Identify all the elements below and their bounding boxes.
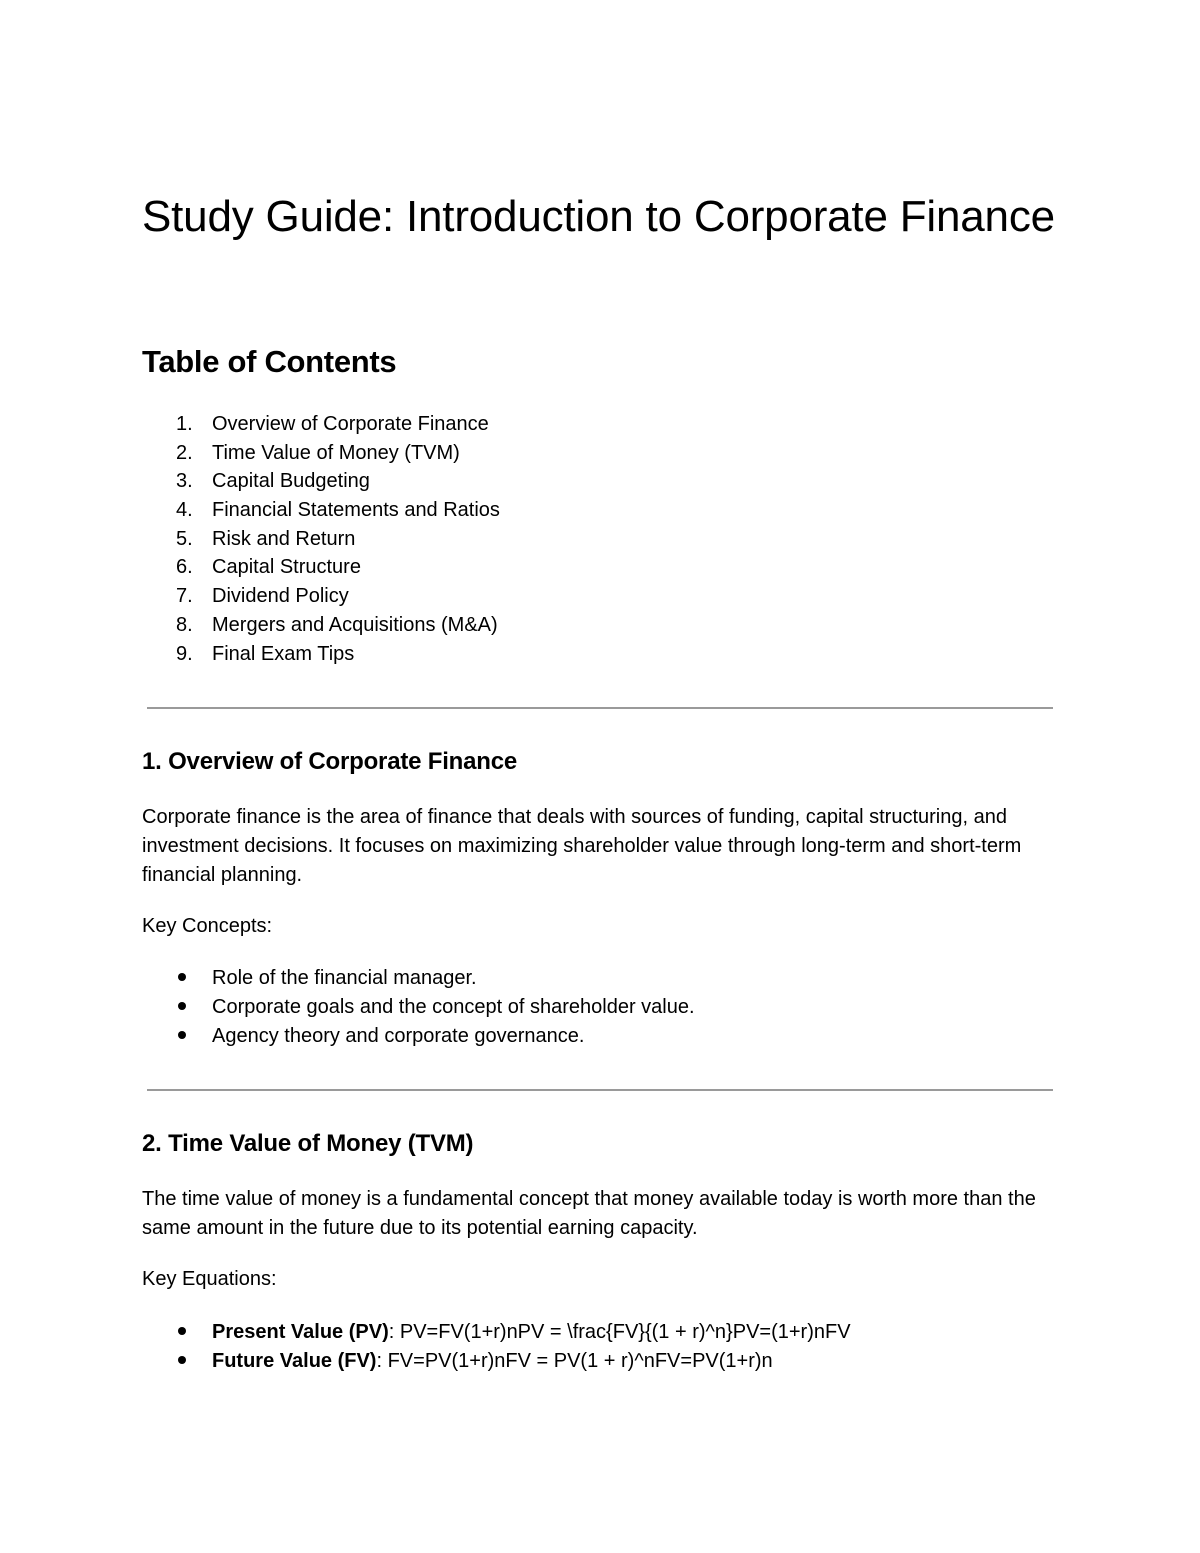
toc-item-number: 2. bbox=[176, 441, 193, 464]
equation-term: Future Value (FV) bbox=[212, 1350, 377, 1372]
bullet-icon bbox=[178, 1327, 186, 1335]
toc-item bbox=[142, 439, 500, 468]
list-item-text: Corporate goals and the concept of shareholder value. bbox=[212, 996, 695, 1018]
toc-item-number: 7. bbox=[176, 585, 193, 608]
toc-item-label: Dividend Policy bbox=[212, 585, 349, 608]
toc-item-label: Time Value of Money (TVM) bbox=[212, 441, 460, 464]
toc-item bbox=[142, 525, 500, 554]
list-item-text: Agency theory and corporate governance. bbox=[212, 1025, 585, 1047]
toc-item-label: Financial Statements and Ratios bbox=[212, 499, 500, 522]
list-item-text: Role of the financial manager. bbox=[212, 967, 477, 989]
toc-item bbox=[142, 496, 500, 525]
toc-item-label: Final Exam Tips bbox=[212, 642, 355, 665]
horizontal-rule bbox=[147, 1089, 1053, 1091]
toc-item-label: Capital Structure bbox=[212, 556, 361, 579]
toc-item-number: 4. bbox=[176, 499, 193, 522]
bullet-icon bbox=[178, 973, 186, 981]
toc-item bbox=[142, 467, 500, 496]
key-equations-list bbox=[142, 1318, 851, 1376]
bullet-icon bbox=[178, 1002, 186, 1010]
list-item bbox=[142, 1318, 851, 1347]
toc-item-label: Risk and Return bbox=[212, 527, 356, 550]
section-1-heading: 1. Overview of Corporate Finance bbox=[142, 748, 518, 775]
toc-item bbox=[142, 611, 500, 640]
equation-formula: : PV=FV(1+r)nPV = \frac{FV}{(1 + r)^n}PV=(1+r)nFV bbox=[388, 1321, 851, 1343]
bullet-icon bbox=[178, 1031, 186, 1039]
equation-formula: : FV=PV(1+r)nFV = PV(1 + r)^nFV=PV(1+r)n bbox=[376, 1350, 773, 1372]
key-equations-label: Key Equations: bbox=[142, 1268, 277, 1290]
toc-item-number: 1. bbox=[176, 413, 193, 435]
list-item bbox=[142, 1022, 695, 1051]
key-concepts-list bbox=[142, 964, 695, 1051]
toc-item-label: Overview of Corporate Finance bbox=[212, 413, 489, 435]
horizontal-rule bbox=[147, 707, 1053, 709]
section-2-heading: 2. Time Value of Money (TVM) bbox=[142, 1130, 474, 1157]
toc-item-number: 3. bbox=[176, 470, 193, 493]
document-title: Study Guide: Introduction to Corporate Finance bbox=[142, 192, 1055, 241]
list-item bbox=[142, 1347, 851, 1376]
toc-item bbox=[142, 640, 500, 669]
bullet-icon bbox=[178, 1356, 186, 1364]
toc-heading: Table of Contents bbox=[142, 344, 397, 379]
toc-item-number: 9. bbox=[176, 642, 193, 665]
section-1-paragraph: Corporate finance is the area of finance that deals with sources of funding, capital structuring, and investment decisions. It focuses on maximizing shareholder value through long-term and short-term financial planning. bbox=[142, 806, 1022, 886]
toc-item bbox=[142, 582, 500, 611]
key-concepts-label: Key Concepts: bbox=[142, 915, 273, 937]
equation-term: Present Value (PV) bbox=[212, 1321, 389, 1343]
toc-item-number: 8. bbox=[176, 613, 193, 636]
toc-list bbox=[142, 410, 500, 668]
toc-item bbox=[142, 553, 500, 582]
list-item bbox=[142, 993, 695, 1022]
toc-item-label: Mergers and Acquisitions (M&A) bbox=[212, 613, 498, 636]
list-item bbox=[142, 964, 695, 993]
toc-item bbox=[142, 410, 500, 439]
toc-item-label: Capital Budgeting bbox=[212, 470, 370, 493]
toc-item-number: 6. bbox=[176, 556, 193, 579]
toc-item-number: 5. bbox=[176, 527, 193, 550]
section-2-paragraph: The time value of money is a fundamental concept that money available today is worth more than the same amount in the future due to its potential earning capacity. bbox=[142, 1188, 1036, 1239]
